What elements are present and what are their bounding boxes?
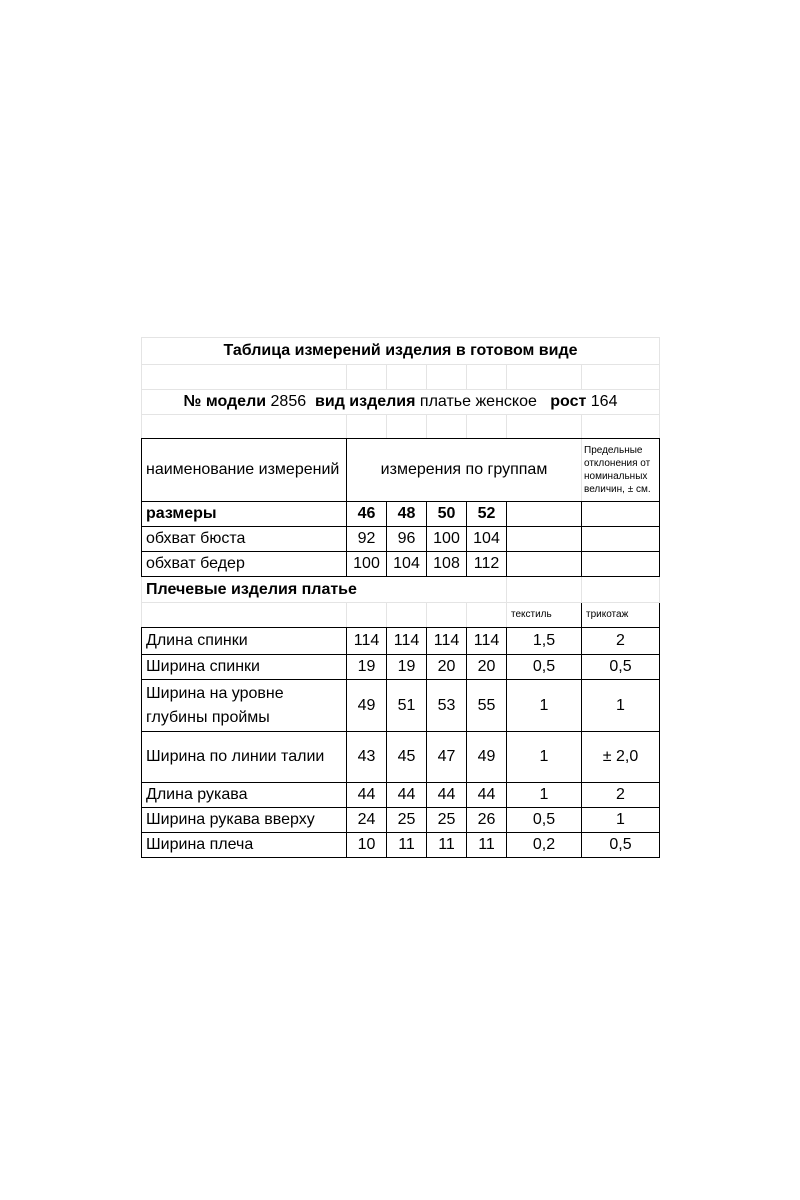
cell: 25 — [427, 808, 467, 833]
cell: 44 — [467, 783, 507, 808]
cell: 114 — [347, 628, 387, 655]
cell-knit: 2 — [582, 783, 660, 808]
cell-textile: 0,5 — [507, 808, 582, 833]
table-title: Таблица измерений изделия в готовом виде — [142, 338, 660, 365]
table-row — [142, 732, 660, 783]
model-info — [142, 390, 660, 415]
table-row — [142, 527, 660, 552]
kind-label: вид изделия — [315, 393, 416, 410]
cell-textile: 1 — [507, 783, 582, 808]
cell: 49 — [467, 732, 507, 783]
height-value: 164 — [590, 393, 618, 410]
table-row — [142, 833, 660, 858]
cell: 51 — [387, 680, 427, 732]
header-groups — [347, 439, 507, 502]
cell: 19 — [387, 655, 427, 680]
cell: 114 — [427, 628, 467, 655]
cell: 92 — [347, 527, 387, 552]
cell: 10 — [347, 833, 387, 858]
cell: 100 — [427, 527, 467, 552]
table-row — [142, 808, 660, 833]
table-row — [142, 680, 660, 732]
cell: 114 — [387, 628, 427, 655]
header-name: наименование измерений — [142, 439, 347, 502]
row-name: Длина спинки — [142, 628, 347, 655]
row-name: Ширина рукава вверху — [142, 808, 347, 833]
header-deviation: Предельные отклонения от номинальных величин, ± см. — [582, 439, 660, 502]
table-row — [142, 628, 660, 655]
measurement-table — [141, 337, 660, 858]
model-number-label: № модели — [183, 393, 267, 410]
cell: 100 — [347, 552, 387, 577]
cell: 96 — [387, 527, 427, 552]
cell: 11 — [467, 833, 507, 858]
model-number-value: 2856 — [270, 393, 307, 410]
cell: 104 — [387, 552, 427, 577]
cell: 20 — [427, 655, 467, 680]
cell-textile: 0,5 — [507, 655, 582, 680]
cell: 44 — [387, 783, 427, 808]
cell-knit: 1 — [582, 808, 660, 833]
cell: 20 — [467, 655, 507, 680]
cell: 25 — [387, 808, 427, 833]
cell: 24 — [347, 808, 387, 833]
cell-knit: 2 — [582, 628, 660, 655]
cell-textile: 1 — [507, 732, 582, 783]
row-name: Ширина спинки — [142, 655, 347, 680]
table-row — [142, 783, 660, 808]
cell: 11 — [427, 833, 467, 858]
tolerance-knit: трикотаж — [582, 603, 660, 628]
row-name: Длина рукава — [142, 783, 347, 808]
cell: 108 — [427, 552, 467, 577]
row-name: Ширина по линии талии — [142, 732, 347, 783]
row-name: Ширина на уровне глубины проймы — [142, 680, 347, 732]
kind-value: платье женское — [419, 393, 537, 410]
table-row — [142, 655, 660, 680]
size-46: 46 — [347, 502, 387, 527]
cell-knit: 0,5 — [582, 655, 660, 680]
row-name: обхват бедер — [142, 552, 347, 577]
cell: 104 — [467, 527, 507, 552]
cell: 44 — [427, 783, 467, 808]
cell: 47 — [427, 732, 467, 783]
cell-knit: 0,5 — [582, 833, 660, 858]
cell: 43 — [347, 732, 387, 783]
cell: 26 — [467, 808, 507, 833]
cell: 45 — [387, 732, 427, 783]
table-row — [142, 552, 660, 577]
tolerance-textile: текстиль — [507, 603, 582, 628]
cell-textile: 0,2 — [507, 833, 582, 858]
cell-textile: 1 — [507, 680, 582, 732]
cell: 55 — [467, 680, 507, 732]
cell: 11 — [387, 833, 427, 858]
size-48: 48 — [387, 502, 427, 527]
height-label: рост — [550, 393, 587, 410]
section-title: Плечевые изделия платье — [142, 577, 507, 603]
cell-knit: 1 — [582, 680, 660, 732]
cell-knit: ± 2,0 — [582, 732, 660, 783]
cell: 19 — [347, 655, 387, 680]
header-groups-label: измерения по группам — [380, 461, 548, 478]
row-name: обхват бюста — [142, 527, 347, 552]
size-50: 50 — [427, 502, 467, 527]
cell: 44 — [347, 783, 387, 808]
size-52: 52 — [467, 502, 507, 527]
cell: 49 — [347, 680, 387, 732]
cell: 112 — [467, 552, 507, 577]
row-name: Ширина плеча — [142, 833, 347, 858]
cell: 114 — [467, 628, 507, 655]
cell: 53 — [427, 680, 467, 732]
cell-textile: 1,5 — [507, 628, 582, 655]
sizes-label: размеры — [142, 502, 347, 527]
measurement-sheet — [141, 337, 659, 858]
